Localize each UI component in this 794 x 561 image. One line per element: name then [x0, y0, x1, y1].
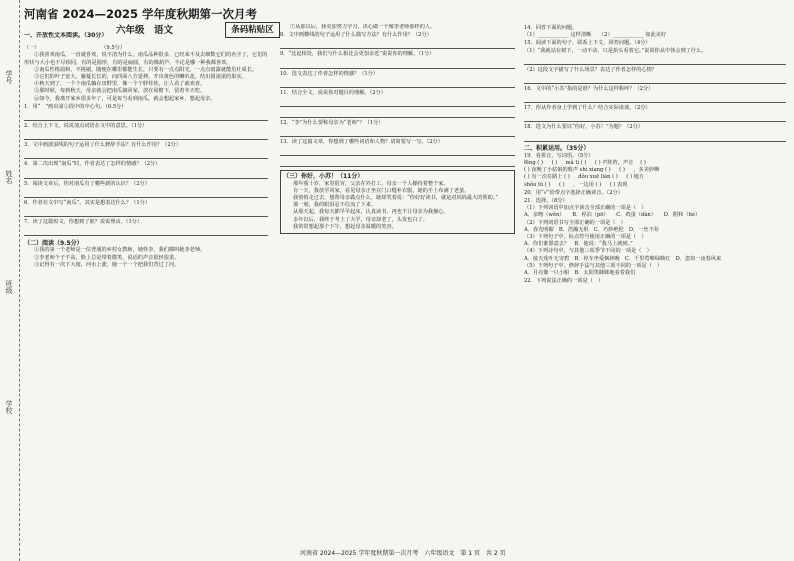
- answer-line[interactable]: [280, 79, 515, 88]
- passage-paragraph: ③它们的叶子宽大，藤蔓长长的，向四面八方延伸，开出黄色的喇叭花，结出圆滚滚的果实。: [34, 74, 247, 81]
- passage-paragraph: ④秋天到了，一个个南瓜躺在田野里，像一个个胖娃娃，让人看了就欢喜。: [34, 81, 206, 88]
- answer-line[interactable]: [524, 75, 786, 84]
- passage-paragraph: 有一天，我放学回家，看见母亲正坐在门口缝补衣服，她的手上布满了老茧。: [293, 187, 470, 194]
- question-15: 15．阅读下面的句子，联系上下文，回答问题。（4分）: [524, 40, 651, 47]
- section-2-heading: 二、积累运用。（35分）: [524, 144, 590, 152]
- question-21-4: （4）下列诗句中，与其他三项季节不同的一项是（ ）: [524, 248, 652, 255]
- passage-paragraph: ①我喜欢南瓜，一直就喜欢，说不清为什么。南瓜品种很多，已经来不及去细数它们的名字了，它们的形状与大小也不尽相同，有的是圆形，有的是扁圆，有的像葫芦，不论是哪一种我都喜欢。: [24, 52, 268, 66]
- question-21-3: （3）下列句子中，标点符号使用正确的一项是（ ）: [524, 234, 647, 241]
- pinyin-row: ( ) 有一次在路上 ( ) dǒu xuē lián ( ) ( ) 地方: [524, 174, 645, 181]
- question-3: 3．文中画波浪线的句子运用了什么修辞手法？有什么作用？（2分）: [24, 142, 182, 149]
- question-20: 20．用“√”给带点字选择正确读音。（2分）: [524, 189, 623, 196]
- part-3-label: （三）你好，小苏！（11分）: [283, 173, 364, 181]
- question-21-5-options: A．月亮像一只小船 B．太阳笑眯眯地看着我们: [524, 270, 636, 277]
- question-21-5: （5）下列句子中，修辞手法与其他三项不同的一项是（ ）: [524, 262, 663, 269]
- answer-line[interactable]: [24, 189, 268, 198]
- passage-paragraph: 从那天起，我每天都早早起床，认真读书，再也不让母亲为我操心。: [293, 209, 449, 216]
- question-16: 16．文中的“小苏”指的是谁？为什么这样称呼？（2分）: [524, 86, 654, 93]
- answer-line[interactable]: [24, 208, 268, 217]
- column-2: [280, 24, 515, 536]
- passage-paragraph: ③记得有一次下大雨，河水上涨，她一个一个把我们背过了河。: [34, 261, 180, 268]
- passage-paragraph: 我常常想起那个下午，想起母亲温暖的笑容。: [293, 223, 397, 230]
- binding-label: 姓名: [5, 170, 13, 184]
- question-21: 21．选择。（8分）: [524, 198, 568, 205]
- question-19: 19．看拼音，写词语。（5分）: [524, 152, 594, 159]
- question-1: 1．用“ ”画出第①段中的中心句。（0.5分）: [24, 103, 127, 110]
- answer-line[interactable]: [280, 128, 515, 137]
- passage-paragraph: 那年我十岁，家里很穷，父亲在外打工，母亲一个人操持着整个家。: [293, 180, 449, 187]
- question-4: 4．第二次出现“南瓜”时，作者表达了怎样的情感？（2分）: [24, 161, 161, 168]
- passage-paragraph: 那一刻，我的眼泪忍不住流了下来。: [293, 202, 377, 209]
- question-7: 7．读了这篇短文，你想到了谁？说说理由。（1分）: [24, 219, 143, 226]
- binding-label: 学号: [5, 70, 13, 84]
- question-21-3-options: A．你们谁愿意去？ B．他说：“我马上就到。”: [524, 241, 633, 248]
- exam-title: 河南省 2024—2025 学年度秋期第一次月考: [24, 7, 258, 21]
- answer-line[interactable]: [280, 40, 515, 49]
- pinyin-row: ( ) 夜晚了小姑娘的歌声 shì xiang ( ) ( ) ，多美妙啊: [524, 167, 660, 174]
- answer-line[interactable]: [24, 112, 268, 121]
- part-2-label: （二）阅读（9.5分）: [24, 240, 83, 248]
- question-14: 14．回答下面的问题。: [524, 25, 578, 31]
- answer-line[interactable]: [24, 131, 268, 140]
- question-15-part-1: （1）“我就站在树下，一动不动，只是抬头看着它。”说说你从中体会到了什么。: [524, 47, 707, 54]
- question-5: 5．阅读文章后，你对南瓜有了哪些新的认识？（2分）: [24, 180, 150, 187]
- question-21-2: （2）下列词语书写全部正确的一项是（ ）: [524, 219, 626, 226]
- answer-line[interactable]: [24, 150, 268, 159]
- pinyin-row: fēng ( ) ( ) mǎ tí ( ) ( ) 声阵阵，声音 ( ): [524, 160, 646, 167]
- passage-paragraph: ⑤那时候，每到秋天，母亲就会把南瓜摘回家，放在屋檐下，留着冬天吃。: [34, 88, 206, 95]
- passage-paragraph: ⑦从那以后，我更加努力学习，决心做一个像李老师那样的人。: [290, 24, 436, 30]
- answer-line[interactable]: [280, 147, 515, 156]
- passage-paragraph: 多年以后，我终于考上了大学，母亲却老了，头发也白了。: [293, 216, 428, 223]
- question-21-4-options: A．接天莲叶无穷碧 B．停车坐爱枫林晚 C．千里莺啼绿映红 D．忽如一夜春风来: [524, 255, 722, 262]
- question-9: 9．“比起相处，我们与什么相比会更加亲近”说说你的理解。（1分）: [280, 51, 435, 58]
- passage-paragraph: ⑥如今，我离开家乡很多年了，可是每当看到南瓜，就会想起家乡，想起母亲。: [34, 95, 216, 102]
- question-21-2-options: A．春光明媚 B．浩瀚无垠 C．巧妙绝伦 D．一丝不苟: [524, 226, 659, 233]
- pinyin-row: shǒu lú ( ) ( ) ，一边用 ( ) ( ) 表现: [524, 181, 628, 188]
- answer-line[interactable]: [280, 60, 515, 69]
- question-11: 11．结合全文，说说你对题目的理解。（2分）: [280, 89, 386, 96]
- section-1-heading: 一、开放性文本阅读。（30分）: [24, 32, 108, 39]
- page-footer: 河南省 2024—2025 学年度秋期第一次月考 六年级语文 第 1 页 共 2 页: [300, 550, 506, 557]
- passage-paragraph: ①我的第一个老师是一位普通的乡村女教师，她姓李，我们都叫她李老师。: [34, 247, 206, 254]
- answer-line[interactable]: [280, 98, 515, 107]
- question-21-1-options: A．亲吻（wěn） B．停泊（pō） C．鸡蛋（dàn） D．附和（hè）: [524, 212, 701, 219]
- question-15-part-2: （2）这段文字描写了什么场景？表达了作者怎样的心情？: [524, 66, 657, 73]
- part-1-score: （9.5分）: [101, 45, 126, 52]
- part-1-label: （一）: [24, 45, 40, 52]
- column-1: [24, 32, 268, 544]
- answer-line[interactable]: [524, 113, 786, 122]
- binding-label: 班级: [5, 280, 13, 294]
- question-17: 17．你从作者身上学到了什么？结合实际谈谈。（2分）: [524, 105, 651, 112]
- passage-paragraph: ②李老师个子不高，脸上总是带着微笑，说话的声音很轻很柔。: [34, 254, 180, 261]
- passage-paragraph: 我悄悄走过去，想帮母亲做点什么，她却笑着说：“你好好读书，就是对妈妈最大的帮助。”: [293, 195, 499, 202]
- reading-passage-3: [280, 170, 515, 234]
- question-14-blanks: （1）____________ 这样清晰 （2）____________ 如此美好: [524, 32, 667, 39]
- barcode-area: 条码粘贴区: [225, 22, 280, 38]
- answer-line[interactable]: [24, 227, 268, 236]
- question-21-1: （1）下列词语中加点字读音全部正确的一项是（ ）: [524, 205, 647, 212]
- answer-line[interactable]: [280, 109, 515, 118]
- binding-label: 学校: [5, 400, 13, 414]
- question-2: 2．结合上下文，说说加点词语在文中的意思。（1分）: [24, 123, 148, 130]
- answer-line[interactable]: [280, 158, 515, 167]
- question-6: 6．作者在文中写“南瓜”，其实是想表达什么？（1分）: [24, 199, 151, 206]
- column-3: [524, 24, 786, 536]
- question-18: 18．选文为什么要以“你好，小苏！”为题？（2分）: [524, 124, 643, 131]
- question-13: 13．读了这篇文章，你想到了哪些词语和人物？请简要写一写。（2分）: [280, 139, 443, 146]
- exam-subtitle: 六年级 语文: [116, 25, 174, 36]
- answer-line[interactable]: [24, 170, 268, 179]
- question-22: 22．下列说法正确的一项是（ ）: [524, 278, 604, 285]
- answer-line[interactable]: [524, 94, 786, 103]
- answer-line[interactable]: [524, 133, 786, 142]
- question-8: 8．文中画横线的句子运用了什么描写方法？有什么作用？（2分）: [280, 32, 432, 39]
- passage-paragraph: ②南瓜性格温和，不挑剔，随便在哪里都能生长，只要有一点点阳光、一点点雨露就能茁壮成长。: [34, 66, 258, 73]
- question-12: 12．“李”为什么要称母亲为“老师”？（1分）: [280, 120, 384, 127]
- question-10: 10．选文表达了作者怎样的情感？（1分）: [280, 70, 379, 77]
- binding-margin: [0, 0, 20, 561]
- answer-line[interactable]: [524, 56, 786, 65]
